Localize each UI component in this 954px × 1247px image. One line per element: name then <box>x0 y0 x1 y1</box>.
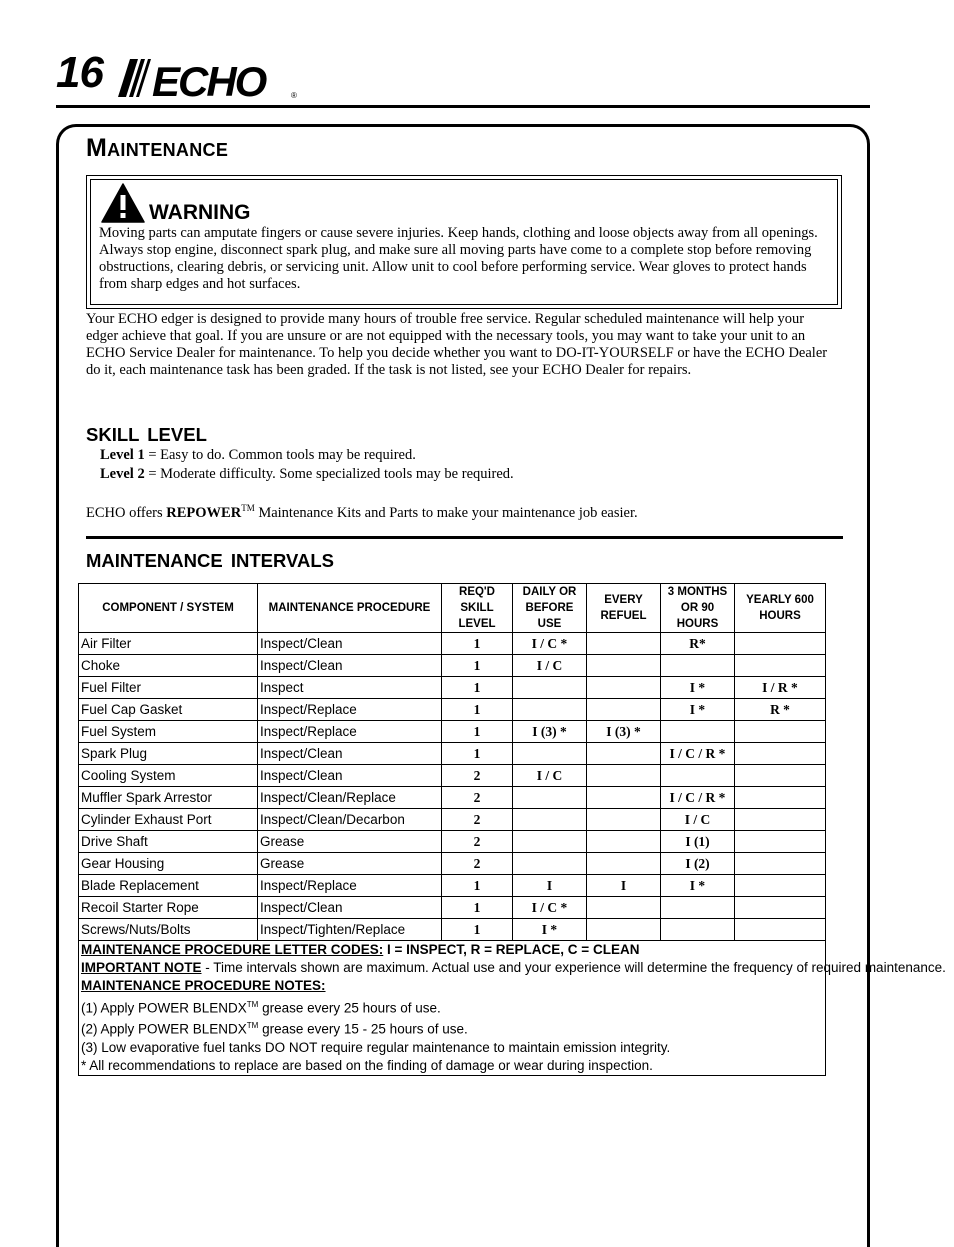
note-4: * All recommendations to replace are based on the finding of damage or wear during inspection. <box>81 1058 653 1074</box>
component-cell: Drive Shaft <box>79 831 258 853</box>
interval-cell <box>587 831 661 853</box>
interval-cell <box>661 655 735 677</box>
procedure-cell: Inspect/Clean <box>258 897 442 919</box>
interval-cell: I / R * <box>735 677 826 699</box>
skill-level-heading: SKILL LEVEL <box>86 424 207 445</box>
level-equals: = <box>144 466 161 482</box>
interval-cell: 1 <box>442 677 513 699</box>
level-label: Level 1 <box>100 447 145 463</box>
interval-cell <box>587 919 661 941</box>
interval-cell <box>661 897 735 919</box>
component-cell: Blade Replacement <box>79 875 258 897</box>
interval-cell <box>735 743 826 765</box>
table-row <box>79 743 826 765</box>
procedure-cell: Inspect/Clean/Decarbon <box>258 809 442 831</box>
procedure-cell: Inspect/Replace <box>258 699 442 721</box>
interval-cell: 1 <box>442 655 513 677</box>
interval-cell: I <box>587 875 661 897</box>
notes-row <box>79 941 826 1076</box>
interval-cell <box>735 831 826 853</box>
table-header-row <box>79 584 826 633</box>
skill-level-2 <box>100 466 514 483</box>
interval-cell: 2 <box>442 787 513 809</box>
registered-mark: ® <box>291 91 297 100</box>
interval-cell <box>587 655 661 677</box>
component-cell: Muffler Spark Arrestor <box>79 787 258 809</box>
repower-line: ECHO offers REPOWER™ Maintenance Kits and Parts to make your maintenance job easier. <box>86 503 638 521</box>
level-equals: = <box>144 447 161 463</box>
interval-cell: 2 <box>442 831 513 853</box>
interval-cell <box>661 919 735 941</box>
interval-cell: I / C <box>513 655 587 677</box>
interval-cell: 1 <box>442 919 513 941</box>
interval-cell <box>587 699 661 721</box>
interval-cell <box>735 787 826 809</box>
procedure-cell: Grease <box>258 831 442 853</box>
interval-cell <box>661 721 735 743</box>
interval-cell: I (3) * <box>513 721 587 743</box>
interval-cell <box>587 809 661 831</box>
interval-cell <box>735 721 826 743</box>
column-header: REQ'D SKILL LEVEL <box>442 584 513 633</box>
interval-cell <box>587 677 661 699</box>
component-cell: Fuel Cap Gasket <box>79 699 258 721</box>
interval-cell <box>587 743 661 765</box>
note-3: (3) Low evaporative fuel tanks DO NOT require regular maintenance to maintain emission integrity. <box>81 1040 671 1056</box>
component-cell: Screws/Nuts/Bolts <box>79 919 258 941</box>
interval-cell: I / C * <box>513 633 587 655</box>
interval-cell <box>735 853 826 875</box>
procedure-cell: Inspect/Replace <box>258 721 442 743</box>
interval-cell: I / C * <box>513 897 587 919</box>
header-rule <box>56 105 870 108</box>
interval-cell: 2 <box>442 765 513 787</box>
logo-wordmark: ECHO <box>152 58 266 105</box>
interval-cell <box>735 919 826 941</box>
letter-codes-label: MAINTENANCE PROCEDURE LETTER CODES: <box>81 942 384 957</box>
interval-cell: I * <box>661 875 735 897</box>
interval-cell: 1 <box>442 699 513 721</box>
echo-logo <box>116 56 302 105</box>
procedure-cell: Inspect/Clean <box>258 743 442 765</box>
warning-text: Moving parts can amputate fingers or cause severe injuries. Keep hands, clothing and loose objects away from all openings. Always stop engine, disconnect spark plug, and make sure all moving parts have come to a complete stop before removing obstructions, clearing debris, or servicing unit. Allow unit to cool before performing service. Wear gloves to protect hands from sharp edges and hot surfaces. <box>99 225 818 292</box>
intro-paragraph: Your ECHO edger is designed to provide many hours of trouble free service. Regular scheduled maintenance will help your edger achieve that goal. If you are unsure or are not equipped with the necessary tools, you may want to take your unit to an ECHO Service Dealer for maintenance. To help you decide whether you want to DO-IT-YOURSELF or have the ECHO Dealer do it, each maintenance task has been graded. If the task is not listed, see your ECHO Dealer for repairs. <box>86 311 828 378</box>
interval-cell: I (3) * <box>587 721 661 743</box>
interval-cell: I / C / R * <box>661 787 735 809</box>
warning-box <box>86 175 842 309</box>
letter-codes-text: I = INSPECT, R = REPLACE, C = CLEAN <box>383 942 640 957</box>
page-number: 16 <box>56 48 103 97</box>
column-header: DAILY OR BEFORE USE <box>513 584 587 633</box>
procedure-notes-label: MAINTENANCE PROCEDURE NOTES: <box>81 978 326 994</box>
procedure-cell: Inspect/Replace <box>258 875 442 897</box>
component-cell: Cylinder Exhaust Port <box>79 809 258 831</box>
level-text: Easy to do. Common tools may be required. <box>160 447 416 463</box>
interval-cell: I * <box>661 699 735 721</box>
procedure-cell: Inspect/Clean <box>258 765 442 787</box>
procedure-cell: Inspect/Tighten/Replace <box>258 919 442 941</box>
table-row <box>79 809 826 831</box>
procedure-cell: Inspect/Clean/Replace <box>258 787 442 809</box>
component-cell: Spark Plug <box>79 743 258 765</box>
maintenance-table <box>78 583 946 1076</box>
interval-cell <box>513 743 587 765</box>
column-header: MAINTENANCE PROCEDURE <box>258 584 442 633</box>
table-row <box>79 919 826 941</box>
level-text: Moderate difficulty. Some specialized tools may be required. <box>160 466 514 482</box>
interval-cell <box>735 875 826 897</box>
procedure-cell: Inspect <box>258 677 442 699</box>
interval-cell: 2 <box>442 809 513 831</box>
repower-brand: REPOWER <box>166 504 242 521</box>
interval-cell: 1 <box>442 875 513 897</box>
table-row <box>79 633 826 655</box>
component-cell: Recoil Starter Rope <box>79 897 258 919</box>
interval-cell: 1 <box>442 743 513 765</box>
table-row <box>79 655 826 677</box>
interval-cell: I (1) <box>661 831 735 853</box>
interval-cell <box>513 809 587 831</box>
interval-cell: I <box>513 875 587 897</box>
interval-cell: I / C / R * <box>661 743 735 765</box>
interval-cell: I * <box>661 677 735 699</box>
interval-cell <box>587 853 661 875</box>
procedure-cell: Grease <box>258 853 442 875</box>
column-header: EVERY REFUEL <box>587 584 661 633</box>
interval-cell <box>735 897 826 919</box>
interval-cell: 1 <box>442 897 513 919</box>
interval-cell <box>735 809 826 831</box>
component-cell: Fuel System <box>79 721 258 743</box>
interval-cell <box>735 765 826 787</box>
level-label: Level 2 <box>100 466 145 482</box>
interval-cell <box>735 633 826 655</box>
component-cell: Choke <box>79 655 258 677</box>
table-row <box>79 765 826 787</box>
interval-cell: I * <box>513 919 587 941</box>
interval-cell <box>513 831 587 853</box>
interval-cell <box>587 787 661 809</box>
table-row <box>79 897 826 919</box>
interval-cell: I / C <box>661 809 735 831</box>
note-2: (2) Apply POWER BLENDX™ grease every 15 - 25 hours of use. <box>81 1021 468 1037</box>
important-note-text: - Time intervals shown are maximum. Actual use and your experience will determine the frequency of required maintenance. <box>201 960 946 976</box>
interval-cell: 1 <box>442 721 513 743</box>
table-row <box>79 831 826 853</box>
interval-cell <box>735 655 826 677</box>
component-cell: Gear Housing <box>79 853 258 875</box>
table-row <box>79 787 826 809</box>
column-header: COMPONENT / SYSTEM <box>79 584 258 633</box>
interval-cell: R* <box>661 633 735 655</box>
interval-cell <box>513 853 587 875</box>
procedure-cell: Inspect/Clean <box>258 633 442 655</box>
interval-cell <box>513 699 587 721</box>
table-row <box>79 721 826 743</box>
interval-cell <box>661 765 735 787</box>
warning-triangle-icon <box>101 183 145 223</box>
maintenance-intervals-heading: MAINTENANCE INTERVALS <box>86 550 334 571</box>
interval-cell: R * <box>735 699 826 721</box>
interval-cell: I (2) <box>661 853 735 875</box>
table-notes <box>79 941 946 1076</box>
table-row <box>79 699 826 721</box>
section-title: Maintenance <box>86 134 229 162</box>
table-row <box>79 677 826 699</box>
component-cell: Air Filter <box>79 633 258 655</box>
note-1: (1) Apply POWER BLENDX™ grease every 25 hours of use. <box>81 999 441 1016</box>
interval-cell <box>513 677 587 699</box>
warning-heading: WARNING <box>149 201 251 224</box>
important-note-label: IMPORTANT NOTE <box>81 960 202 976</box>
component-cell: Fuel Filter <box>79 677 258 699</box>
interval-cell <box>587 765 661 787</box>
procedure-cell: Inspect/Clean <box>258 655 442 677</box>
table-row <box>79 853 826 875</box>
interval-cell: I / C <box>513 765 587 787</box>
interval-cell: 1 <box>442 633 513 655</box>
interval-cell <box>587 897 661 919</box>
component-cell: Cooling System <box>79 765 258 787</box>
column-header: 3 MONTHS OR 90 HOURS <box>661 584 735 633</box>
column-header: YEARLY 600 HOURS <box>735 584 826 633</box>
table-row <box>79 875 826 897</box>
section-divider <box>86 536 843 539</box>
skill-level-1 <box>100 447 416 464</box>
interval-cell <box>587 633 661 655</box>
interval-cell <box>513 787 587 809</box>
interval-cell: 2 <box>442 853 513 875</box>
